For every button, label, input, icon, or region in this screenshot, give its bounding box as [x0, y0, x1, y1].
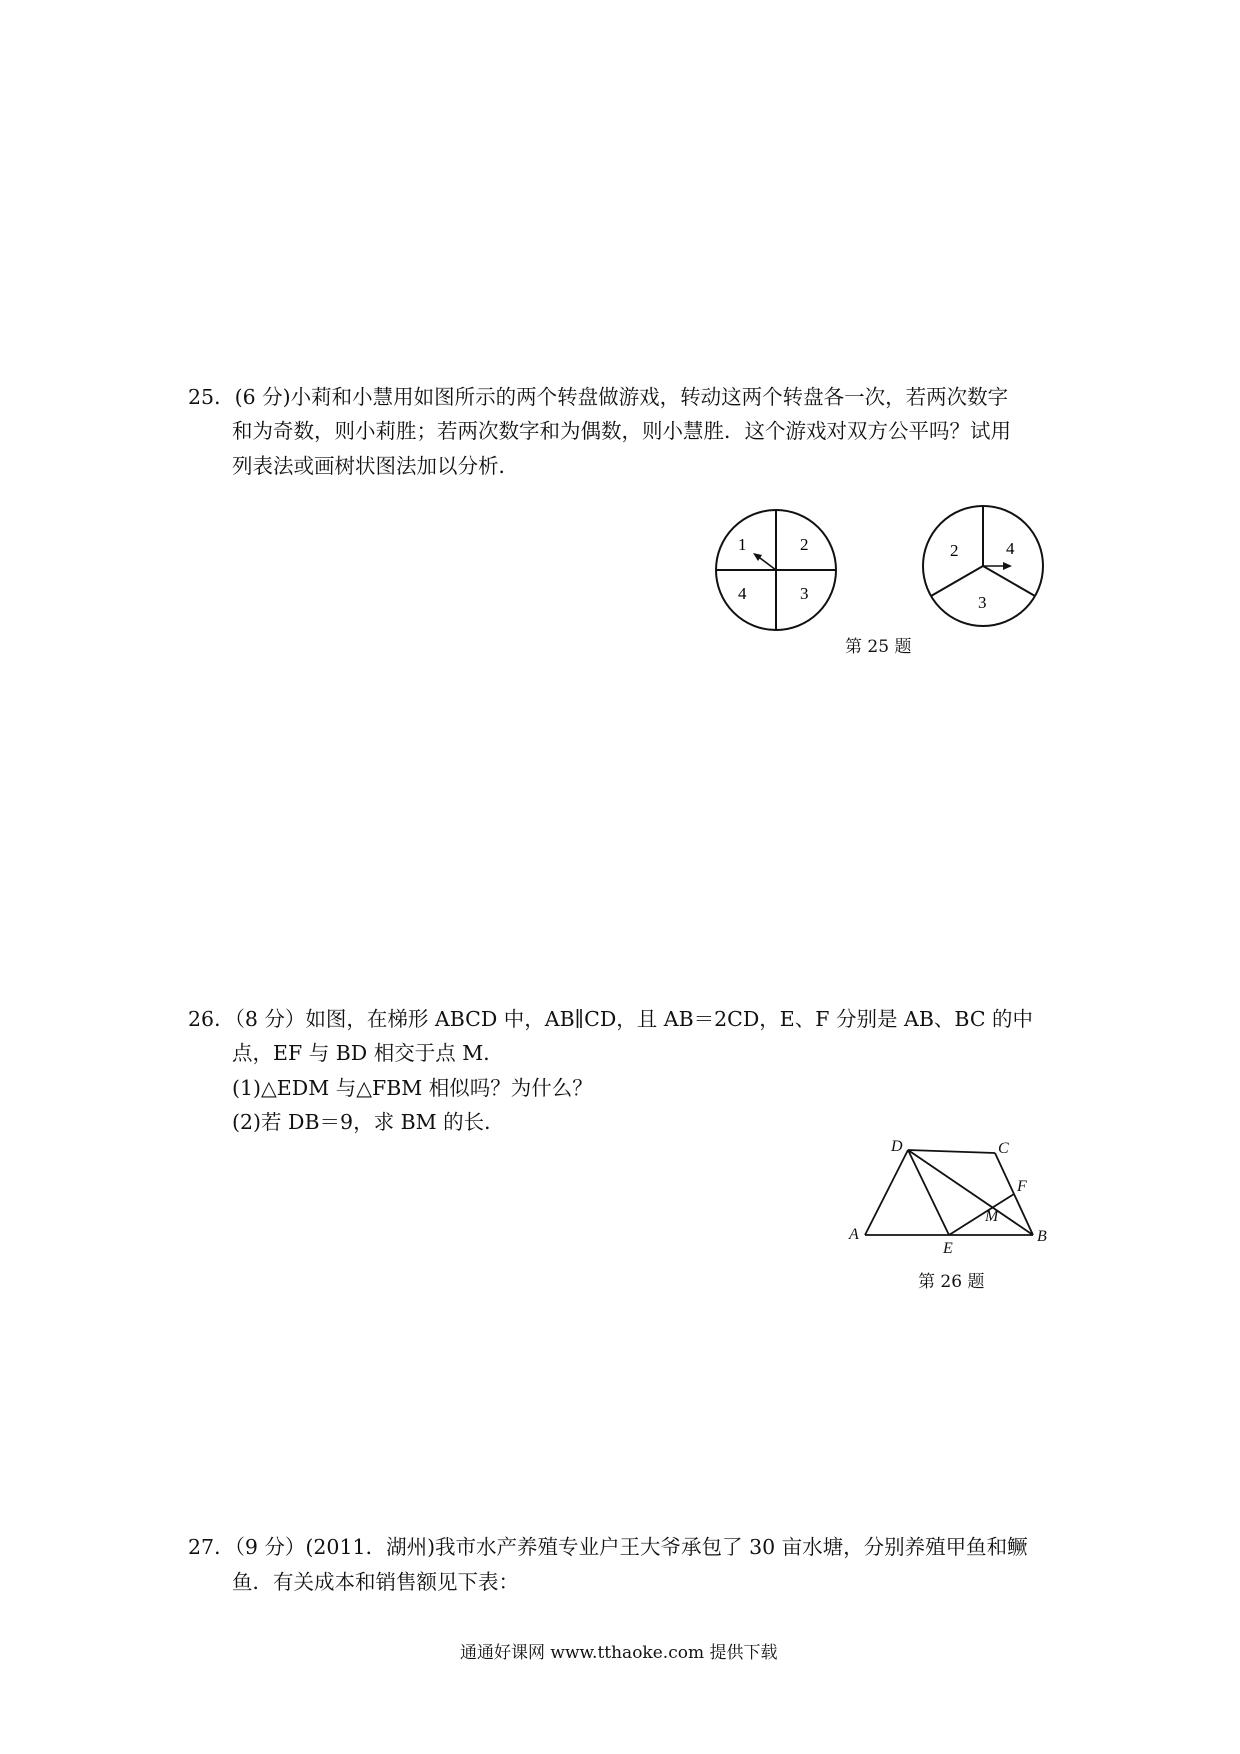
q25-caption: 第 25 题 — [845, 637, 912, 657]
spinner-1-label-3: 3 — [800, 584, 809, 603]
point-label-c: C — [998, 1140, 1009, 1157]
q27-line-1: 27．（9 分）(2011．湖州)我市水产养殖专业户王大爷承包了 30 亩水塘，分别养殖甲鱼和鳜 — [188, 1535, 1028, 1559]
spinner-2 — [923, 506, 1043, 626]
q25-line-2: 和为奇数，则小莉胜；若两次数字和为偶数，则小慧胜．这个游戏对双方公平吗？试用 — [232, 419, 1011, 443]
q26-trapezoid-figure — [845, 1135, 1065, 1255]
point-label-e: E — [943, 1240, 953, 1255]
q26-line-3: (1)△EDM 与△FBM 相似吗？为什么？ — [232, 1076, 593, 1100]
arrow-head-icon — [1003, 562, 1012, 570]
q26-caption: 第 26 题 — [918, 1272, 985, 1292]
q26-line-4: (2)若 DB＝9，求 BM 的长． — [232, 1110, 505, 1134]
point-label-b: B — [1037, 1228, 1047, 1245]
spinner-2-label-4: 4 — [1006, 539, 1015, 558]
spinner-1-label-4: 4 — [738, 584, 747, 603]
q26-line-2: 点，EF 与 BD 相交于点 M． — [232, 1041, 504, 1065]
page-footer: 通通好课网 www.tthaoke.com 提供下载 — [460, 1643, 778, 1663]
spinner-2-label-2: 2 — [950, 541, 959, 560]
spinner-1-label-1: 1 — [738, 535, 747, 554]
arrow-head-icon — [753, 553, 762, 561]
q26-line-1: 26．（8 分）如图，在梯形 ABCD 中，AB∥CD，且 AB＝2CD，E、F 分别是 AB、BC 的中 — [188, 1007, 1034, 1031]
point-label-f: F — [1017, 1178, 1027, 1195]
point-label-a: A — [849, 1226, 859, 1243]
point-label-d: D — [891, 1138, 903, 1155]
q25-line-1: 25．(6 分)小莉和小慧用如图所示的两个转盘做游戏，转动这两个转盘各一次，若两次数字 — [188, 385, 1009, 409]
q27-line-2: 鱼．有关成本和销售额见下表： — [232, 1570, 519, 1594]
spinner-1 — [716, 510, 836, 630]
point-label-m: M — [985, 1208, 999, 1225]
q25-line-3: 列表法或画树状图法加以分析． — [232, 454, 519, 478]
spinner-1-label-2: 2 — [800, 535, 809, 554]
spinner-2-label-3: 3 — [978, 593, 987, 612]
